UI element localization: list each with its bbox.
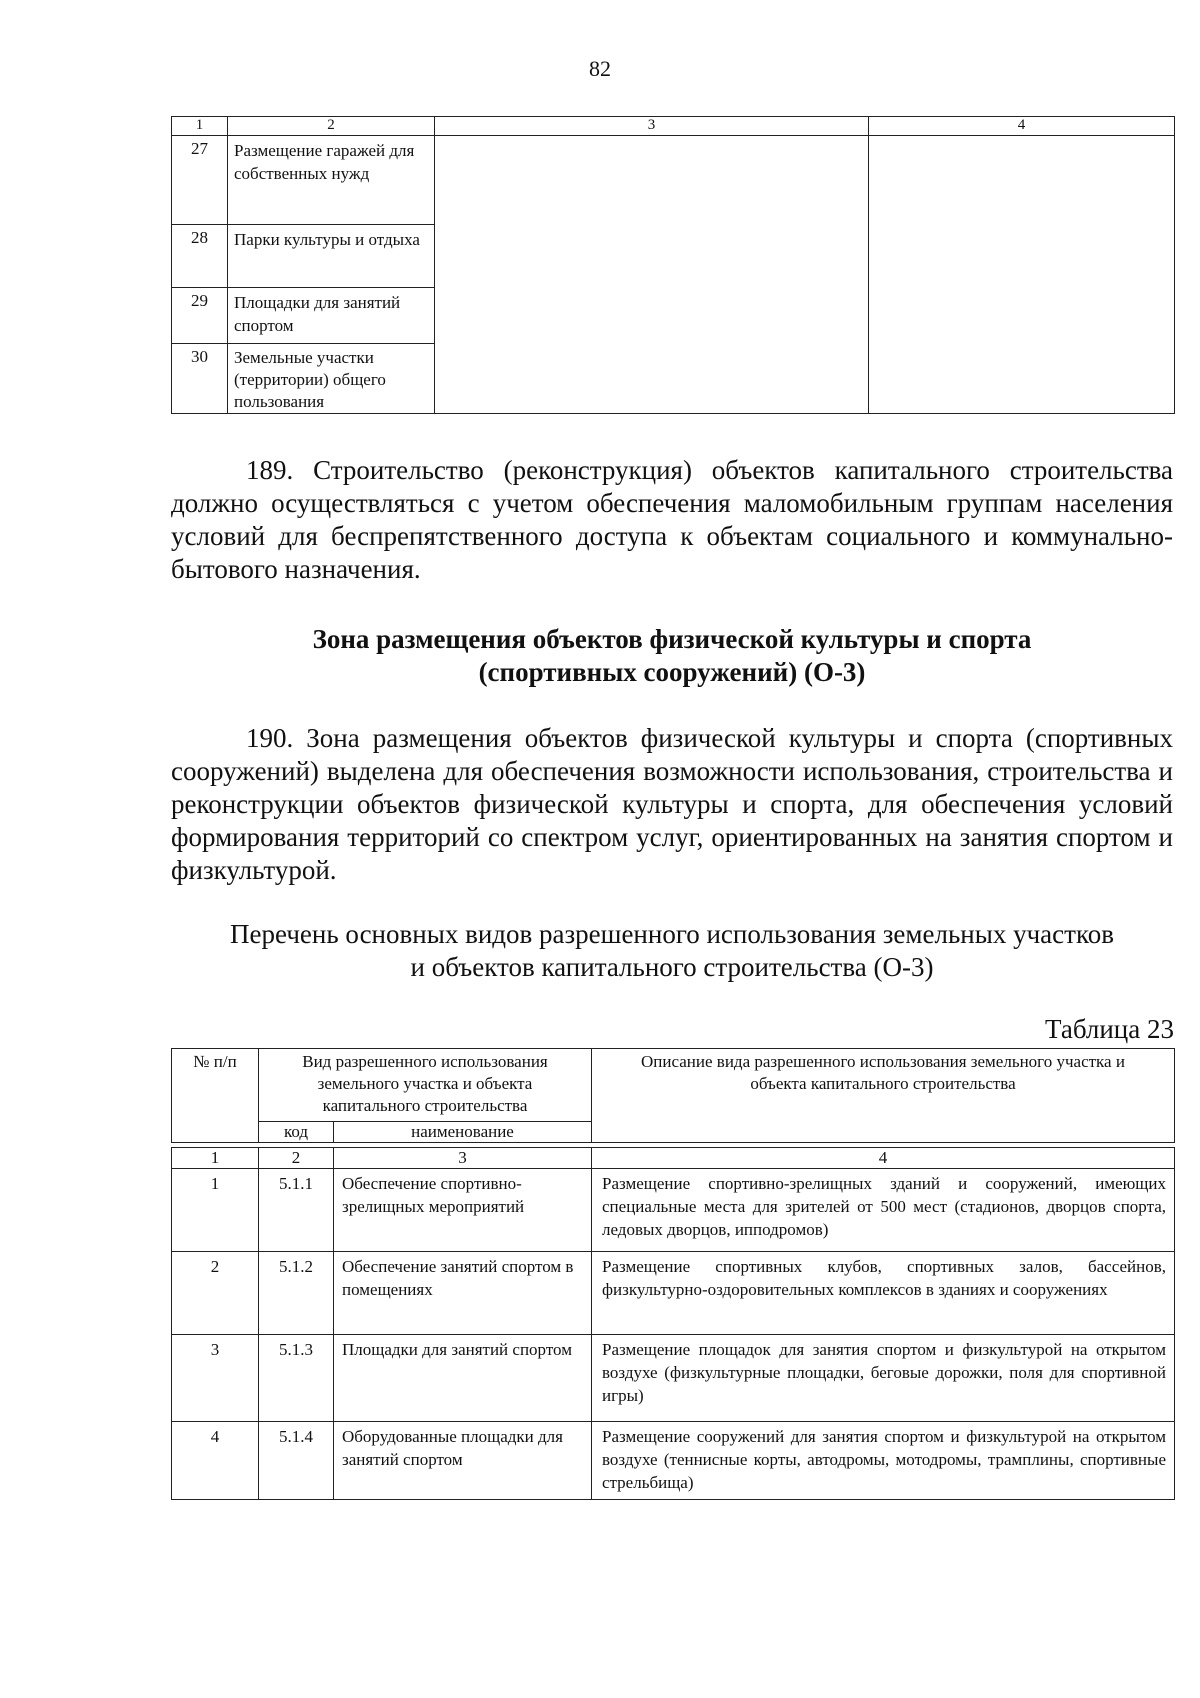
paragraph-190: [171, 722, 1173, 887]
header-cell: 1: [172, 117, 228, 136]
row-number: 2: [172, 1252, 259, 1335]
table-label: Таблица 23: [1045, 1014, 1174, 1044]
table-row: [172, 1422, 1175, 1500]
row-name: Площадки для занятий спортом: [228, 288, 435, 344]
row-number: 1: [172, 1169, 259, 1252]
paragraph-189: [171, 454, 1173, 586]
header-name: наименование: [334, 1122, 592, 1143]
index-cell: 4: [592, 1148, 1175, 1169]
continuation-table: [171, 116, 1175, 414]
row-name: Оборудованные площадки для занятий спортом: [334, 1422, 592, 1500]
header-desc: Описание вида разрешенного использования земельного участка и объекта капитального строительства: [592, 1049, 1175, 1143]
table-row: [172, 1252, 1175, 1335]
header-code: код: [259, 1122, 334, 1143]
row-name: Размещение гаражей для собственных нужд: [228, 136, 435, 225]
row-name: Площадки для занятий спортом: [334, 1335, 592, 1422]
header-type: Вид разрешенного использования земельного участка и объекта капитального строительства: [259, 1049, 592, 1122]
paragraph-text: 189. Строительство (реконструкция) объектов капитального строительства должно осуществляться с учетом обеспечения маломобильным группам населения условий для беспрепятственного доступа к объектам социального и коммунально-бытового назначения.: [171, 455, 1173, 584]
table-header-row: [172, 1049, 1175, 1122]
row-name: Земельные участки (территории) общего пользования: [228, 344, 435, 414]
header-cell: 4: [869, 117, 1175, 136]
paragraph-text: 190. Зона размещения объектов физической культуры и спорта (спортивных сооружений) выделена для обеспечения возможности использования, строительства и реконструкции объектов физической культуры и спорта, для обеспечения условий формирования территорий со спектром услуг, ориентированных на занятия спортом и физкультурой.: [171, 723, 1173, 885]
row-number: 29: [172, 288, 228, 344]
row-number: 4: [172, 1422, 259, 1500]
empty-cell: [435, 136, 869, 414]
empty-cell: [869, 136, 1175, 414]
row-number: 30: [172, 344, 228, 414]
row-name: Обеспечение занятий спортом в помещениях: [334, 1252, 592, 1335]
row-number: 28: [172, 225, 228, 288]
row-number: 27: [172, 136, 228, 225]
row-code: 5.1.3: [259, 1335, 334, 1422]
row-description: Размещение спортивно-зрелищных зданий и сооружений, имеющих специальные места для зрителей от 500 мест (стадионов, дворцов спорта, ледовых дворцов, ипподромов): [592, 1169, 1175, 1252]
row-name: Обеспечение спортивно-зрелищных мероприятий: [334, 1169, 592, 1252]
page-number: 82: [589, 56, 611, 81]
section-heading-line: Зона размещения объектов физической культуры и спорта: [312, 624, 1032, 654]
table-index-row: [172, 1148, 1175, 1169]
permitted-use-table: [171, 1048, 1175, 1500]
header-num: № п/п: [172, 1049, 259, 1143]
table-header-row: [172, 117, 1175, 136]
row-description: Размещение сооружений для занятия спортом и физкультурой на открытом воздухе (теннисные корты, автодромы, мотодромы, трамплины, спортивные стрельбища): [592, 1422, 1175, 1500]
index-cell: 2: [259, 1148, 334, 1169]
row-code: 5.1.2: [259, 1252, 334, 1335]
list-heading: [171, 918, 1173, 984]
header-cell: 3: [435, 117, 869, 136]
row-code: 5.1.4: [259, 1422, 334, 1500]
index-cell: 3: [334, 1148, 592, 1169]
row-code: 5.1.1: [259, 1169, 334, 1252]
table-row: [172, 1169, 1175, 1252]
section-heading: [171, 623, 1173, 689]
section-heading-line: (спортивных сооружений) (О-3): [478, 657, 866, 687]
index-cell: 1: [172, 1148, 259, 1169]
row-description: Размещение площадок для занятия спортом и физкультурой на открытом воздухе (физкультурные площадки, беговые дорожки, поля для спортивной игры): [592, 1335, 1175, 1422]
row-name: Парки культуры и отдыха: [228, 225, 435, 288]
row-description: Размещение спортивных клубов, спортивных залов, бассейнов, физкультурно-оздоровительных комплексов в зданиях и сооружениях: [592, 1252, 1175, 1335]
header-cell: 2: [228, 117, 435, 136]
list-heading-line: и объектов капитального строительства (О-3): [410, 952, 934, 982]
row-number: 3: [172, 1335, 259, 1422]
table-row: [172, 1335, 1175, 1422]
table-row: [172, 136, 1175, 225]
list-heading-line: Перечень основных видов разрешенного использования земельных участков: [230, 919, 1114, 949]
